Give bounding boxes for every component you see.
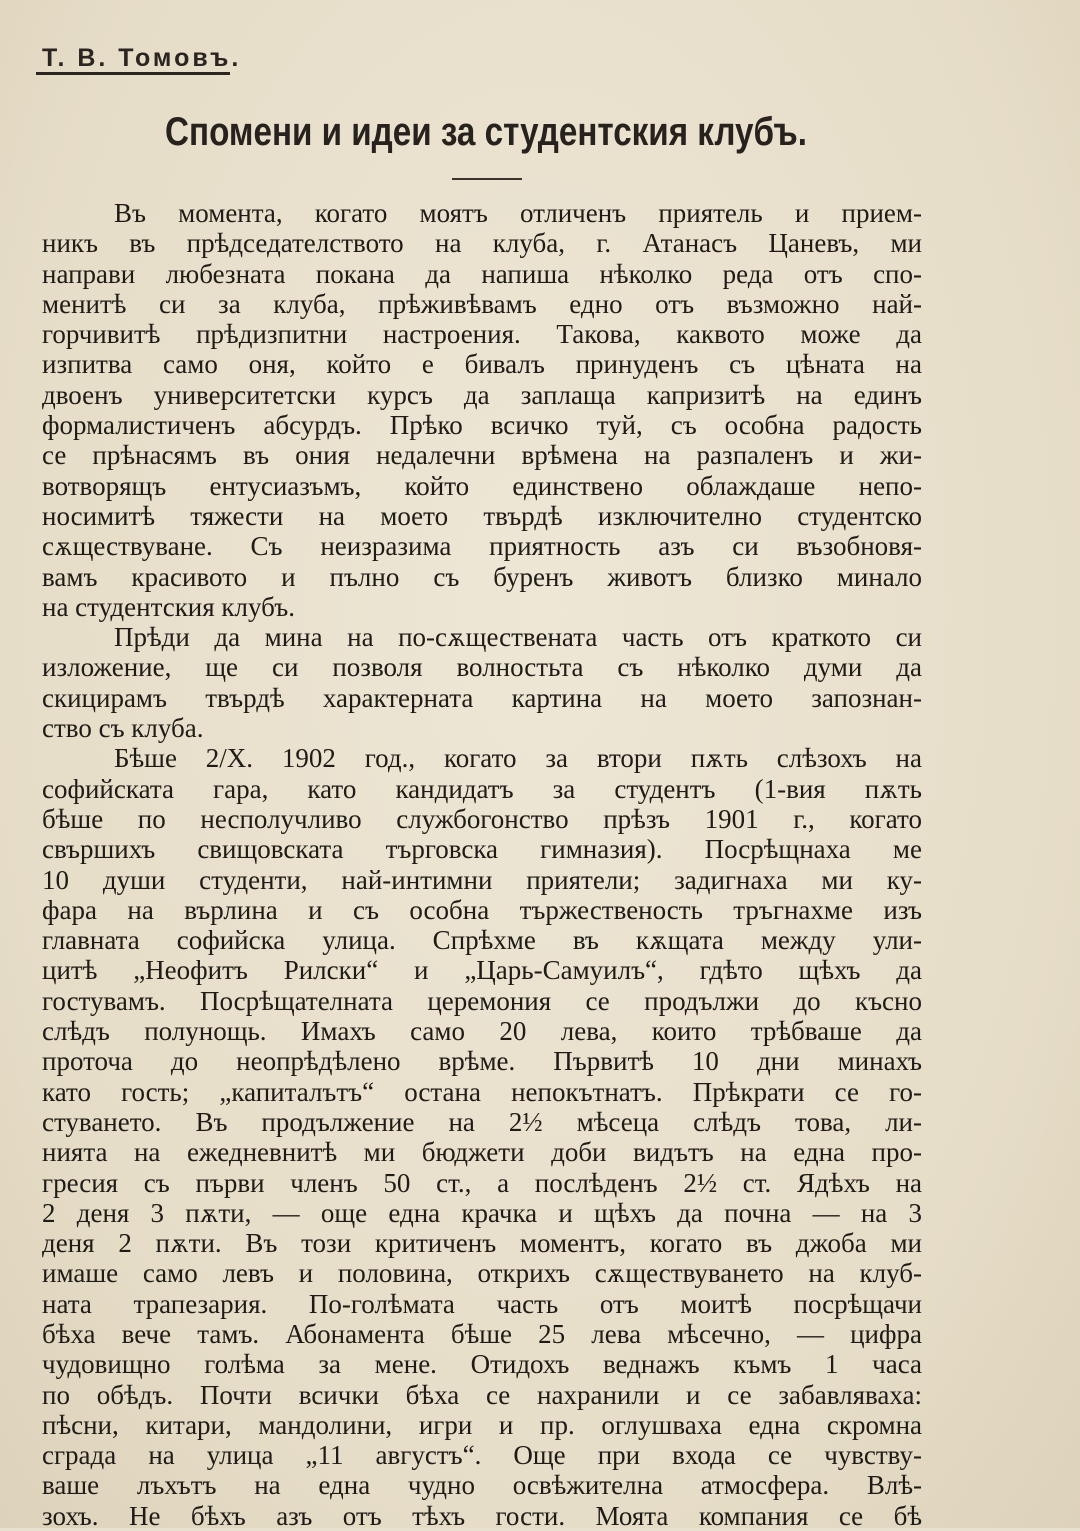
- text-line: ство съ клуба.: [42, 713, 204, 744]
- text-line: фара на върлина и съ особна тържественость тръгнахме изъ: [42, 894, 922, 925]
- text-line: свършихъ свищовската търговска гимназия). Посрѣщнаха ме: [42, 834, 922, 865]
- text-line: зохъ. Не бѣхъ азъ отъ тѣхъ гости. Моята компания се бѣ: [42, 1500, 922, 1531]
- text-line: вотворящъ ентусиазъмъ, който единствено облаждаше непо-: [42, 470, 922, 501]
- text-line: нията на ежедневнитѣ ми бюджети доби видътъ на една про-: [42, 1137, 922, 1168]
- text-line: по обѣдъ. Почти всички бѣха се нахранили и се забавляваха:: [42, 1379, 922, 1410]
- text-line: 10 души студенти, най-интимни приятели; задигнаха ми ку-: [42, 864, 922, 895]
- text-line: бѣха вече тамъ. Абонамента бѣше 25 лева мѣсечно, — цифра: [42, 1318, 922, 1349]
- text-line: горчивитѣ прѣдизпитни настроения. Такова, каквото може да: [42, 319, 922, 350]
- text-line: се прѣнасямъ въ ония недалечни врѣмена на разпаленъ и жи-: [42, 440, 922, 471]
- text-line: главната софийска улица. Спрѣхме въ кѫщата между ули-: [42, 925, 922, 956]
- text-line: Прѣди да мина на по-сѫществената часть отъ краткото си: [114, 622, 922, 653]
- text-line: деня 2 пѫти. Въ този критиченъ моментъ, когато въ джоба ми: [42, 1228, 922, 1259]
- text-line: гресия съ първи членъ 50 ст., а послѣденъ 2½ ст. Ядѣхъ на: [42, 1167, 922, 1198]
- text-line: изпитва само оня, който е бивалъ принуденъ съ цѣната на: [42, 349, 922, 380]
- text-line: софийската гара, като кандидатъ за студентъ (1-вия пѫть: [42, 773, 922, 804]
- article-body: [42, 198, 922, 1531]
- text-line: направи любезната покана да напиша нѣколко реда отъ спо-: [42, 258, 922, 289]
- text-line: имаше само левъ и половина, открихъ сѫществуването на клуб-: [42, 1258, 922, 1289]
- text-line: Въ момента, когато моятъ отличенъ приятель и прием-: [114, 198, 922, 228]
- text-line: 2 деня 3 пѫти, — още една крачка и щѣхъ да почна — на 3: [42, 1197, 922, 1228]
- text-line: изложение, ще си позволя волностьта съ нѣколко думи да: [42, 652, 922, 683]
- text-line: двоенъ университетски курсъ да заплаща капризитѣ на единъ: [42, 379, 922, 410]
- text-line: като гость; „капиталътъ“ остана непокътнатъ. Прѣкрати се го-: [42, 1076, 922, 1107]
- article-title: Спомени и идеи за студентския клубъ.: [165, 110, 807, 154]
- text-line: бѣше по несполучливо службогонство прѣзъ 1901 г., когато: [42, 803, 922, 834]
- text-line: менитѣ си за клуба, прѣживѣвамъ едно отъ възможно най-: [42, 288, 922, 319]
- text-line: сѫществуване. Съ неизразима приятность азъ си възобновя-: [42, 531, 922, 562]
- text-line: чудовищно голѣма за мене. Отидохъ веднажъ къмъ 1 часа: [42, 1349, 922, 1380]
- text-line: формалистиченъ абсурдъ. Прѣко всичко туй, съ особна радость: [42, 410, 922, 441]
- text-line: Бѣше 2/X. 1902 год., когато за втори пѫть слѣзохъ на: [114, 743, 922, 774]
- text-line: слѣдъ полунощь. Имахъ само 20 лева, които трѣбваше да: [42, 1016, 922, 1047]
- text-line: вамъ красивото и пълно съ буренъ животъ близко минало: [42, 561, 922, 592]
- text-line: на студентския клубъ.: [42, 591, 295, 622]
- running-head-rule: [36, 72, 230, 75]
- text-line: скицирамъ твърдѣ характерната картина на моето запознан-: [42, 682, 922, 713]
- text-line: никъ въ прѣдседателството на клуба, г. Атанасъ Цаневъ, ми: [42, 228, 922, 259]
- text-line: цитѣ „Неофитъ Рилски“ и „Царь-Самуилъ“, гдѣто щѣхъ да: [42, 955, 922, 986]
- text-line: гостувамъ. Посрѣщателната церемония се продължи до късно: [42, 985, 922, 1016]
- text-line: проточа до неопрѣдѣлено врѣме. Първитѣ 10 дни минахъ: [42, 1046, 922, 1077]
- text-line: ната трапезария. По-голѣмата часть отъ моитѣ посрѣщачи: [42, 1288, 922, 1319]
- text-line: сграда на улица „11 августъ“. Още при входа се чувству-: [42, 1440, 922, 1471]
- title-divider: [452, 178, 522, 180]
- text-line: стуването. Въ продължение на 2½ мѣсеца слѣдъ това, ли-: [42, 1106, 922, 1137]
- text-line: носимитѣ тяжести на моето твърдѣ изключително студентско: [42, 500, 922, 531]
- text-line: пѣсни, китари, мандолини, игри и пр. оглушваха една скромна: [42, 1409, 922, 1440]
- running-head-author: Т. В. Томовъ.: [42, 44, 242, 72]
- text-line: ваше лъхътъ на една чудно освѣжителна атмосфера. Влѣ-: [42, 1470, 922, 1501]
